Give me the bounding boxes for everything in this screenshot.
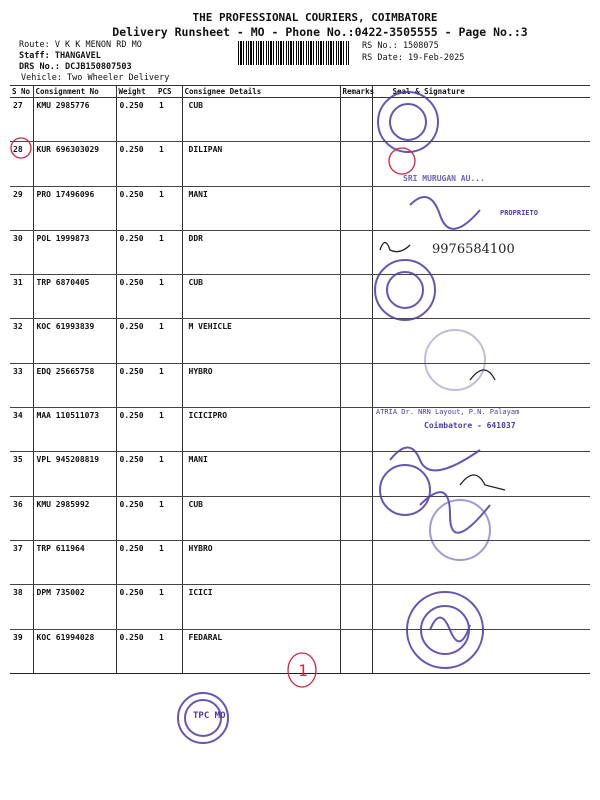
cell-remarks <box>340 408 372 452</box>
cell-weight: 0.250 <box>116 496 156 540</box>
cell-weight: 0.250 <box>116 230 156 274</box>
cell-sno: 29 <box>10 186 33 230</box>
cell-consignee: HYBRO <box>182 540 340 584</box>
cell-sno: 35 <box>10 452 33 496</box>
cell-consignment: VPL 945208819 <box>33 452 116 496</box>
cell-consignment: TRP 611964 <box>33 540 116 584</box>
address-stamp: ATRIA Dr. NRN Layout, P.N. Palayam <box>376 408 520 416</box>
cell-seal-signature <box>372 629 590 673</box>
page-mark: 1 <box>298 661 308 680</box>
cell-remarks <box>340 319 372 363</box>
cell-sno: 34 <box>10 408 33 452</box>
cell-weight: 0.250 <box>116 186 156 230</box>
cell-pcs: 1 <box>156 540 182 584</box>
cell-consignment: KMU 2985992 <box>33 496 116 540</box>
cell-weight: 0.250 <box>116 319 156 363</box>
cell-consignment: KOC 61994028 <box>33 629 116 673</box>
col-seal-signature: Seal & Signature <box>372 86 590 98</box>
cell-seal-signature <box>372 98 590 142</box>
cell-seal-signature <box>372 186 590 230</box>
table-row <box>10 585 590 629</box>
cell-consignee: M VEHICLE <box>182 319 340 363</box>
cell-pcs: 1 <box>156 142 182 186</box>
col-consignment: Consignment No <box>33 86 116 98</box>
cell-pcs: 1 <box>156 363 182 407</box>
cell-seal-signature <box>372 540 590 584</box>
cell-remarks <box>340 98 372 142</box>
cell-seal-signature <box>372 319 590 363</box>
table-row <box>10 98 590 142</box>
cell-remarks <box>340 275 372 319</box>
cell-consignee: MANI <box>182 186 340 230</box>
cell-seal-signature <box>372 452 590 496</box>
cell-remarks <box>340 540 372 584</box>
table-header <box>10 86 590 98</box>
table-row <box>10 452 590 496</box>
table-row <box>10 186 590 230</box>
cell-consignment: KUR 696303029 <box>33 142 116 186</box>
city-stamp: Coimbatore - 641037 <box>424 421 516 430</box>
cell-pcs: 1 <box>156 629 182 673</box>
cell-consignee: HYBRO <box>182 363 340 407</box>
table-row <box>10 275 590 319</box>
route: Route: V K K MENON RD MO <box>19 40 142 50</box>
cell-consignee: ICICI <box>182 585 340 629</box>
cell-sno: 37 <box>10 540 33 584</box>
cell-seal-signature <box>372 142 590 186</box>
cell-pcs: 1 <box>156 408 182 452</box>
proprietor-stamp: PROPRIETO <box>500 209 538 217</box>
table-row <box>10 363 590 407</box>
cell-consignment: KOC 61993839 <box>33 319 116 363</box>
cell-weight: 0.250 <box>116 585 156 629</box>
cell-consignment: POL 1999873 <box>33 230 116 274</box>
runsheet-table <box>10 85 590 674</box>
tpc-stamp-icon <box>178 693 228 743</box>
cell-weight: 0.250 <box>116 363 156 407</box>
table-row <box>10 408 590 452</box>
cell-sno: 32 <box>10 319 33 363</box>
cell-pcs: 1 <box>156 452 182 496</box>
table-row <box>10 540 590 584</box>
cell-seal-signature <box>372 275 590 319</box>
cell-remarks <box>340 585 372 629</box>
cell-sno: 38 <box>10 585 33 629</box>
cell-seal-signature <box>372 363 590 407</box>
col-weight: Weight <box>116 86 156 98</box>
table-row <box>10 629 590 673</box>
cell-remarks <box>340 186 372 230</box>
col-pcs: PCS <box>156 86 182 98</box>
cell-consignee: FEDARAL <box>182 629 340 673</box>
cell-remarks <box>340 496 372 540</box>
cell-consignment: TRP 6870405 <box>33 275 116 319</box>
cell-consignee: ICICIPRO <box>182 408 340 452</box>
cell-weight: 0.250 <box>116 452 156 496</box>
company-title: THE PROFESSIONAL COURIERS, COIMBATORE <box>192 11 438 24</box>
cell-consignee: CUB <box>182 496 340 540</box>
cell-weight: 0.250 <box>116 142 156 186</box>
cell-consignment: MAA 110511073 <box>33 408 116 452</box>
cell-remarks <box>340 363 372 407</box>
table-row <box>10 142 590 186</box>
cell-sno: 30 <box>10 230 33 274</box>
cell-sno: 33 <box>10 363 33 407</box>
staff: Staff: THANGAVEL <box>19 51 101 61</box>
cell-remarks <box>340 452 372 496</box>
cell-sno: 36 <box>10 496 33 540</box>
cell-pcs: 1 <box>156 585 182 629</box>
cell-sno: 27 <box>10 98 33 142</box>
cell-seal-signature <box>372 230 590 274</box>
cell-consignee: CUB <box>182 98 340 142</box>
cell-remarks <box>340 142 372 186</box>
cell-seal-signature <box>372 585 590 629</box>
rs-date: RS Date: 19-Feb-2025 <box>362 53 465 63</box>
cell-sno: 31 <box>10 275 33 319</box>
table-row <box>10 496 590 540</box>
cell-consignment: KMU 2985776 <box>33 98 116 142</box>
barcode <box>238 41 350 65</box>
cell-consignee: MANI <box>182 452 340 496</box>
cell-consignment: EDQ 25665758 <box>33 363 116 407</box>
cell-sno: 28 <box>10 142 33 186</box>
cell-consignee: DILIPAN <box>182 142 340 186</box>
cell-consignment: DPM 735002 <box>33 585 116 629</box>
cell-pcs: 1 <box>156 496 182 540</box>
cell-seal-signature <box>372 496 590 540</box>
tpc-stamp-text: TPC MO <box>193 711 226 721</box>
phone-note: 9976584100 <box>432 242 515 257</box>
cell-weight: 0.250 <box>116 629 156 673</box>
drs-number: DRS No.: DCJB150807503 <box>19 62 132 72</box>
col-remarks: Remarks <box>340 86 372 98</box>
cell-pcs: 1 <box>156 230 182 274</box>
table-row <box>10 230 590 274</box>
cell-remarks <box>340 230 372 274</box>
table-row <box>10 319 590 363</box>
sri-murugan-stamp: SRI MURUGAN AU... <box>403 174 485 183</box>
cell-consignee: DDR <box>182 230 340 274</box>
cell-pcs: 1 <box>156 98 182 142</box>
cell-pcs: 1 <box>156 319 182 363</box>
cell-consignment: PRO 17496096 <box>33 186 116 230</box>
cell-consignee: CUB <box>182 275 340 319</box>
vehicle: Vehicle: Two Wheeler Delivery <box>21 73 170 83</box>
cell-seal-signature <box>372 408 590 452</box>
runsheet-title: Delivery Runsheet - MO - Phone No.:0422-3505555 - Page No.:3 <box>112 25 528 39</box>
rs-number: RS No.: 1508075 <box>362 41 439 51</box>
cell-weight: 0.250 <box>116 408 156 452</box>
cell-weight: 0.250 <box>116 98 156 142</box>
cell-sno: 39 <box>10 629 33 673</box>
cell-remarks <box>340 629 372 673</box>
col-sno: S No <box>10 86 33 98</box>
col-consignee: Consignee Details <box>182 86 340 98</box>
cell-pcs: 1 <box>156 186 182 230</box>
cell-weight: 0.250 <box>116 275 156 319</box>
cell-pcs: 1 <box>156 275 182 319</box>
cell-weight: 0.250 <box>116 540 156 584</box>
